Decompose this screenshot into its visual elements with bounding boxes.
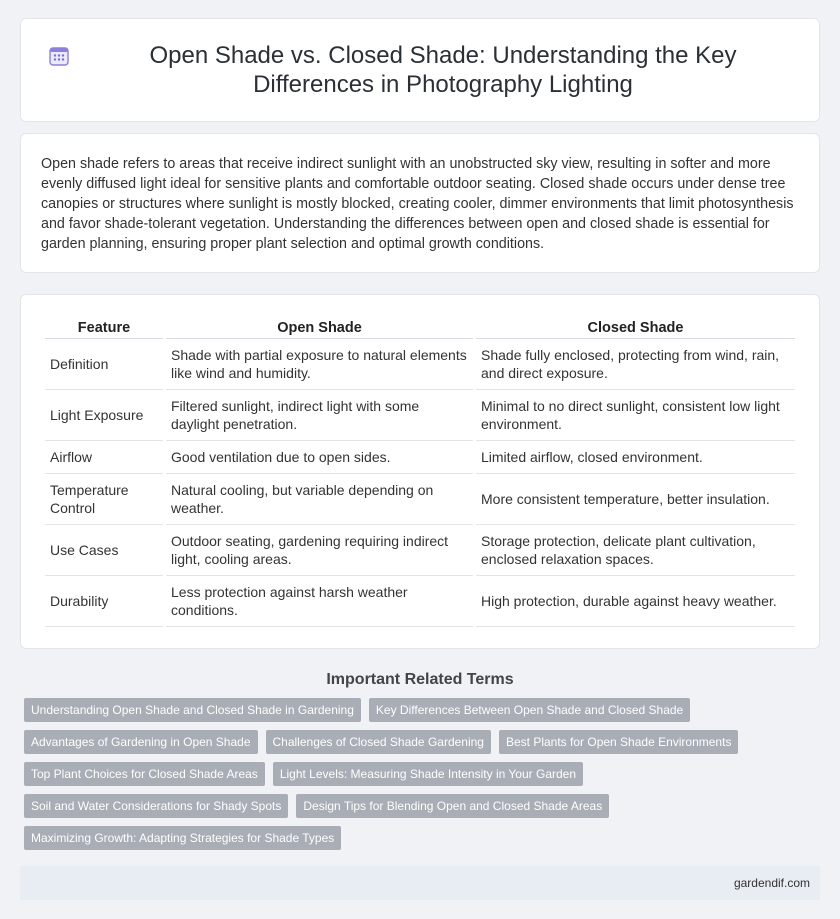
table-header-row bbox=[45, 315, 795, 339]
related-term-tag[interactable]: Challenges of Closed Shade Gardening bbox=[266, 730, 491, 754]
table-row bbox=[45, 390, 795, 441]
table-row bbox=[45, 339, 795, 390]
table-row bbox=[45, 525, 795, 576]
header-open-shade: Open Shade bbox=[166, 315, 473, 339]
related-term-tag[interactable]: Best Plants for Open Shade Environments bbox=[499, 730, 738, 754]
row-open-shade: Natural cooling, but variable depending on weather. bbox=[166, 474, 473, 525]
row-feature: Durability bbox=[45, 576, 163, 627]
row-closed-shade: Shade fully enclosed, protecting from wind, rain, and direct exposure. bbox=[476, 339, 795, 390]
row-closed-shade: Storage protection, delicate plant cultivation, enclosed relaxation spaces. bbox=[476, 525, 795, 576]
title-card bbox=[20, 18, 820, 122]
related-terms-list bbox=[0, 698, 840, 858]
comparison-table bbox=[42, 315, 798, 627]
related-term-tag[interactable]: Maximizing Growth: Adapting Strategies for Shade Types bbox=[24, 826, 341, 850]
page-title: Open Shade vs. Closed Shade: Understanding the Key Differences in Photography Lighting bbox=[149, 42, 737, 98]
table-row bbox=[45, 474, 795, 525]
calendar-grid-icon bbox=[47, 44, 71, 68]
row-open-shade: Shade with partial exposure to natural elements like wind and humidity. bbox=[166, 339, 473, 390]
related-term-tag[interactable]: Soil and Water Considerations for Shady Spots bbox=[24, 794, 288, 818]
row-closed-shade: Minimal to no direct sunlight, consistent low light environment. bbox=[476, 390, 795, 441]
row-closed-shade: More consistent temperature, better insulation. bbox=[476, 474, 795, 525]
related-term-tag[interactable]: Design Tips for Blending Open and Closed Shade Areas bbox=[296, 794, 609, 818]
row-open-shade: Outdoor seating, gardening requiring indirect light, cooling areas. bbox=[166, 525, 473, 576]
row-open-shade: Filtered sunlight, indirect light with some daylight penetration. bbox=[166, 390, 473, 441]
row-feature: Use Cases bbox=[45, 525, 163, 576]
header-feature: Feature bbox=[45, 315, 163, 339]
row-open-shade: Good ventilation due to open sides. bbox=[166, 441, 473, 474]
row-feature: Definition bbox=[45, 339, 163, 390]
table-row bbox=[45, 441, 795, 474]
footer-site-link[interactable]: gardendif.com bbox=[733, 876, 810, 890]
footer bbox=[20, 866, 820, 900]
related-term-tag[interactable]: Top Plant Choices for Closed Shade Areas bbox=[24, 762, 265, 786]
related-term-tag[interactable]: Key Differences Between Open Shade and Closed Shade bbox=[369, 698, 690, 722]
header-closed-shade: Closed Shade bbox=[476, 315, 795, 339]
row-open-shade: Less protection against harsh weather conditions. bbox=[166, 576, 473, 627]
related-term-tag[interactable]: Understanding Open Shade and Closed Shade in Gardening bbox=[24, 698, 361, 722]
row-closed-shade: Limited airflow, closed environment. bbox=[476, 441, 795, 474]
row-feature: Airflow bbox=[45, 441, 163, 474]
table-row bbox=[45, 576, 795, 627]
related-term-tag[interactable]: Light Levels: Measuring Shade Intensity in Your Garden bbox=[273, 762, 583, 786]
comparison-table-card bbox=[20, 294, 820, 649]
intro-card bbox=[20, 133, 820, 273]
row-feature: Light Exposure bbox=[45, 390, 163, 441]
related-terms-heading: Important Related Terms bbox=[326, 671, 514, 688]
row-feature: Temperature Control bbox=[45, 474, 163, 525]
related-term-tag[interactable]: Advantages of Gardening in Open Shade bbox=[24, 730, 258, 754]
row-closed-shade: High protection, durable against heavy weather. bbox=[476, 576, 795, 627]
intro-paragraph: Open shade refers to areas that receive indirect sunlight with an unobstructed sky view, resulting in softer and more evenly diffused light ideal for sensitive plants and comfortable outdoor seating. Closed shade occurs under dense tree canopies or structures where sunlight is mostly blocked, creating cooler, dimmer environments that limit photosynthesis and favor shade-tolerant vegetation. Understanding the differences between open and closed shade is essential for garden planning, ensuring proper plant selection and optimal growth conditions. bbox=[41, 156, 794, 252]
